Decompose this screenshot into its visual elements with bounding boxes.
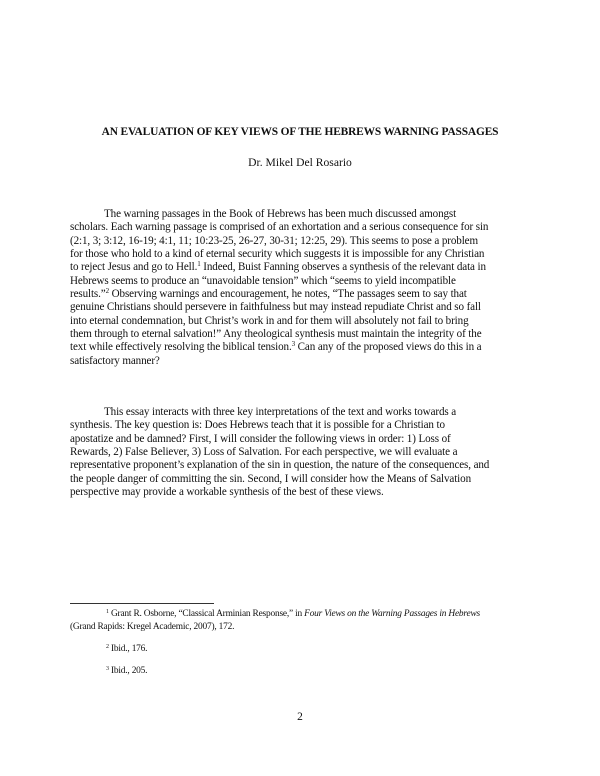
footnote-1 [70,608,550,634]
document-title: AN EVALUATION OF KEY VIEWS OF THE HEBREWS WARNING PASSAGES [101,126,499,138]
text-line: This essay interacts with three key interpretations of the text and works towards a [104,406,457,418]
text-line: (2:1, 3; 3:12, 16-19; 4:1, 11; 10:23-25, 26-27, 30-31; 12:25, 29). This seems to pose a problem [70,234,478,247]
text-line: perspective may provide a workable synthesis of the best of these views. [70,486,384,499]
body-paragraph-1 [70,208,548,368]
text-line: genuine Christians should persevere in faithfulness but may instead repudiate Christ and so fall [70,301,481,314]
text-segment: for those who hold to a kind of eternal security which suggests it is impossible for any Christian [70,248,485,261]
text-segment: Ibid., 205. [108,666,148,676]
text-line: The warning passages in the Book of Hebrews has been much discussed amongst [104,208,457,220]
footnote-ref-1: 1 [197,260,201,269]
text-line: synthesis. The key question is: Does Hebrews teach that it is possible for a Christian to [70,419,445,432]
text-line: them through to eternal salvation!” Any theological synthesis must maintain the integrity of the [70,328,482,341]
footnote-ref-3: 3 [291,340,295,349]
text-segment: to reject Jesus and go to Hell. [70,261,198,274]
footnote-mark: 1 [106,609,109,615]
text-segment: Grant R. Osborne, “Classical Arminian Response,” in [108,609,305,619]
text-line: satisfactory manner? [70,354,160,367]
footnote-mark: 2 [106,644,109,650]
text-line: representative proponent’s explanation of the sin in question, the nature of the consequences, and [70,459,490,472]
text-segment: Observing warnings and encouragement, he notes, “The passages seem to say that [108,288,467,301]
body-paragraph-2 [70,406,548,499]
author-line: Dr. Mikel Del Rosario [248,156,352,169]
text-line [70,261,548,274]
text-segment: text while effectively resolving the biblical tension. [70,341,292,354]
text-line: into eternal condemnation, but Christ’s work in and for them will absolutely not fail to bring [70,314,469,327]
text-line [70,288,548,301]
text-line: scholars. Each warning passage is comprised of an exhortation and a serious consequence for sin [70,221,489,234]
text-segment: Ibid., 176. [108,644,148,654]
text-line [70,248,548,261]
footnote-3 [106,665,147,678]
text-line: (Grand Rapids: Kregel Academic, 2007), 172. [70,621,235,632]
text-line: apostatize and be damned? First, I will consider the following views in order: 1) Loss of [70,432,451,445]
page-number: 2 [297,711,303,723]
text-line: Rewards, 2) False Believer, 3) Loss of Salvation. For each perspective, we will evaluate a [70,446,458,459]
text-line [70,608,550,621]
text-line: Hebrews seems to produce an “unavoidable tension” which “seems to yield incompatible [70,274,456,287]
book-title: Four Views on the Warning Passages in Hebrews [304,609,480,619]
footnote-mark: 3 [106,666,109,672]
text-line [70,341,548,354]
footnote-2 [106,643,147,656]
text-segment: results.” [70,288,106,301]
footnote-divider [70,603,214,604]
footnote-ref-2: 2 [105,287,109,296]
text-segment: Can any of the proposed views do this in a [295,341,482,354]
text-line: the people danger of committing the sin. Second, I will consider how the Means of Salvation [70,472,472,485]
text-segment: Indeed, Buist Fanning observes a synthesis of the relevant data in [200,261,486,274]
